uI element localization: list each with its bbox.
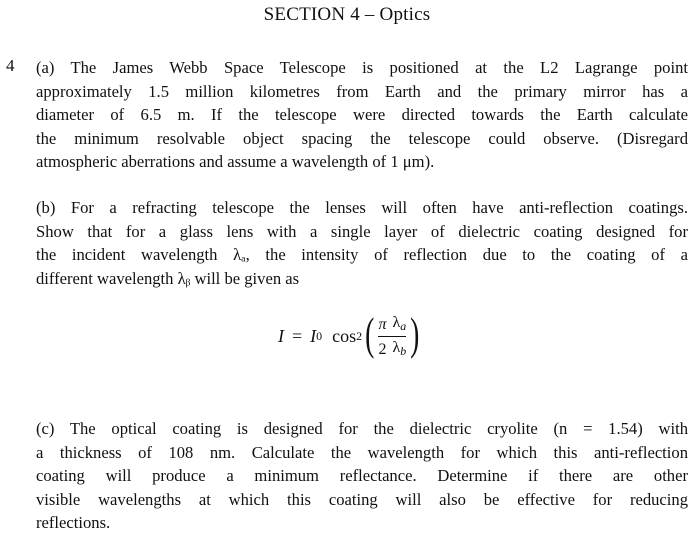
- part-a-text: [36, 56, 688, 174]
- formula-i0-subscript: 0: [316, 328, 323, 343]
- part-b-line: (b) For a refracting telescope the lenses will often have anti-reflection coatings.: [36, 198, 688, 217]
- part-c-text: [36, 417, 688, 535]
- part-a-line: (a) The James Webb Space Telescope is positioned at the L2 Lagrange point: [36, 58, 688, 77]
- formula-lhs: I: [278, 325, 284, 346]
- formula-i0: I: [310, 325, 317, 346]
- part-b-line: different wavelength λᵦ will be given as: [36, 268, 300, 288]
- formula-equals: =: [292, 325, 303, 346]
- formula-denominator: [378, 339, 406, 359]
- intensity-formula: [278, 306, 423, 366]
- formula-lambda-b: λ: [392, 338, 401, 356]
- formula-two: 2: [378, 340, 387, 358]
- formula-pi: π: [378, 315, 387, 333]
- formula-lambda-b-subscript: b: [400, 343, 407, 358]
- part-a-line: diameter of 6.5 m. If the telescope were directed towards the Earth calculate: [36, 105, 688, 125]
- formula-cos: cos: [332, 325, 357, 346]
- formula-fraction: [378, 314, 406, 359]
- part-c-line: a thickness of 108 nm. Calculate the wavelength for which this anti-reflection: [36, 442, 688, 462]
- part-a-line: atmospheric aberrations and assume a wavelength of 1 μm).: [36, 152, 435, 172]
- part-b-line: Show that for a glass lens with a single layer of dielectric coating designed for: [36, 221, 688, 241]
- question-number: 4: [6, 56, 15, 75]
- formula-left-paren: (: [365, 308, 375, 359]
- part-a-line: the minimum resolvable object spacing the telescope could observe. (Disregard: [36, 128, 688, 148]
- formula-right-paren: ): [410, 308, 420, 359]
- part-b-line: the incident wavelength λₐ, the intensity of reflection due to the coating of a: [36, 245, 688, 265]
- part-a-line: approximately 1.5 million kilometres from Earth and the primary mirror has a: [36, 81, 688, 101]
- formula-power: 2: [356, 328, 363, 343]
- formula-lambda-a: λ: [392, 313, 401, 331]
- part-b-text: [36, 196, 688, 290]
- formula-lambda-a-subscript: a: [400, 318, 407, 333]
- formula-numerator: [378, 314, 406, 334]
- part-c-line: (c) The optical coating is designed for the dielectric cryolite (n = 1.54) with: [36, 419, 688, 438]
- formula-fraction-bar: [378, 336, 406, 337]
- section-title: SECTION 4 – Optics: [263, 4, 431, 25]
- part-c-line: visible wavelengths at which this coating will also be effective for reducing: [36, 489, 688, 509]
- part-c-line: coating will produce a minimum reflectance. Determine if there are other: [36, 466, 688, 486]
- part-c-line: reflections.: [36, 513, 111, 533]
